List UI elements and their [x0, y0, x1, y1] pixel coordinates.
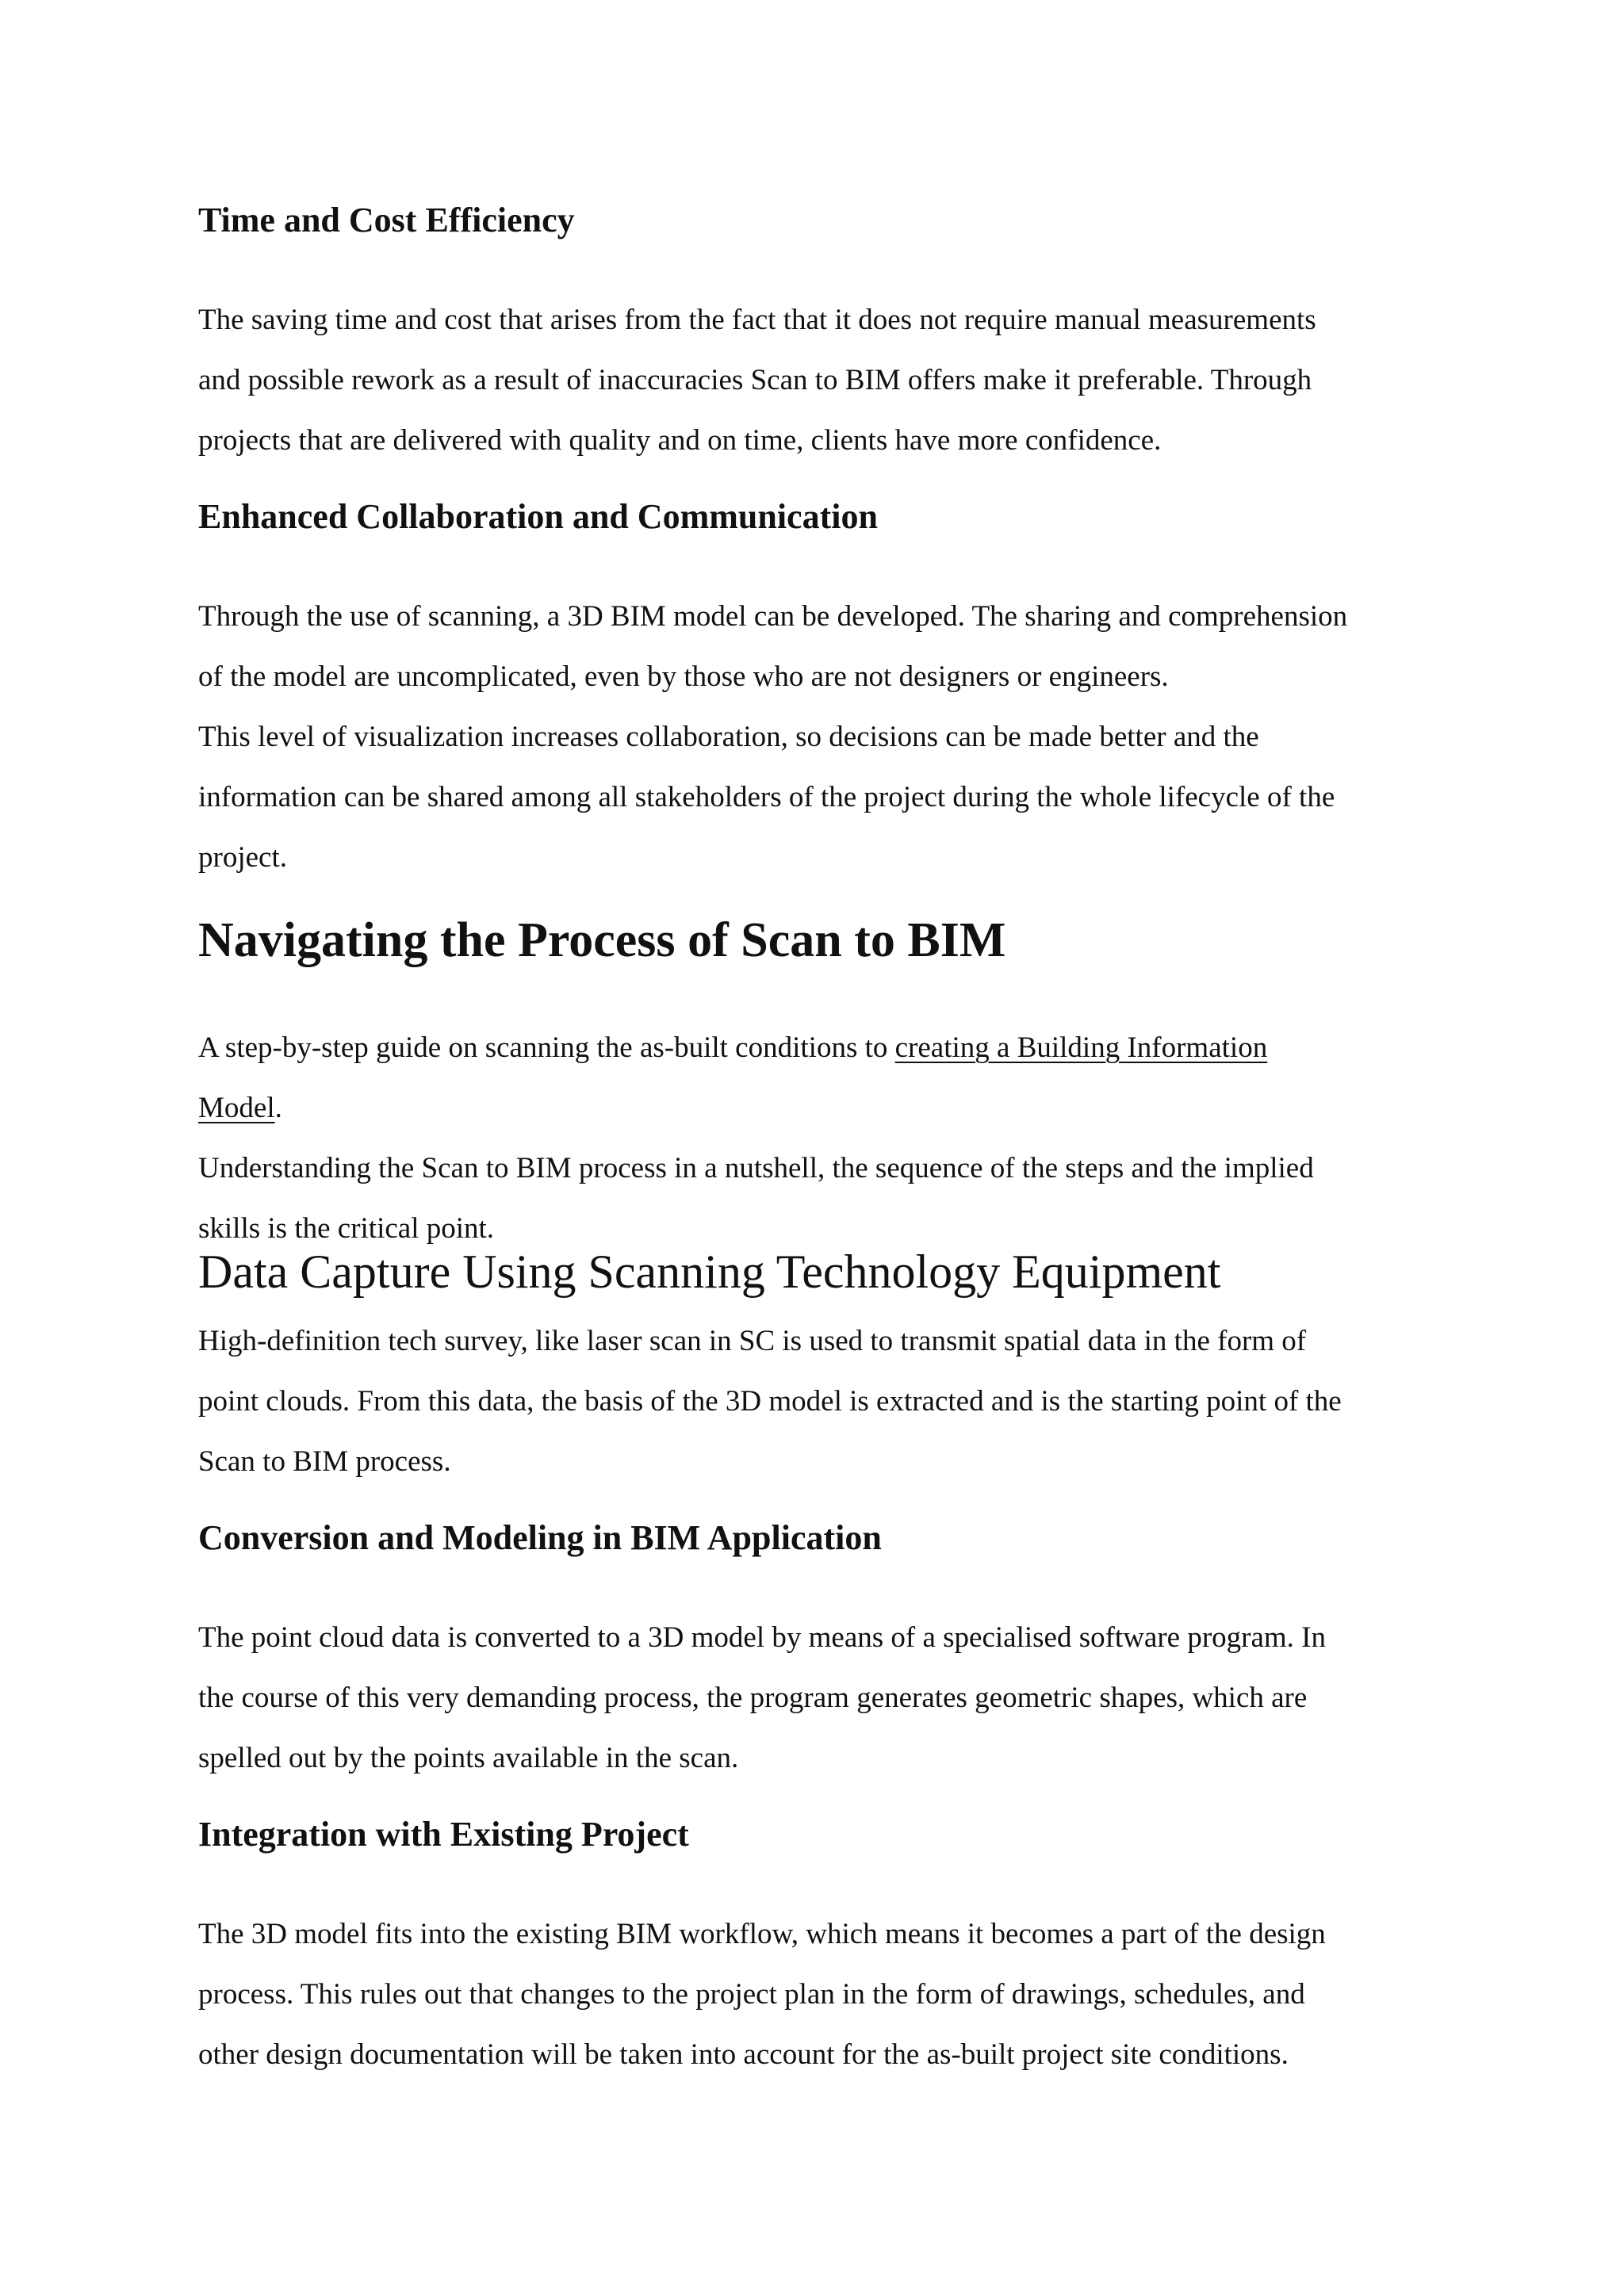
heading-integration: Integration with Existing Project: [198, 1815, 689, 1854]
text-line: point clouds. From this data, the basis of the 3D model is extracted and is the starting point of the: [198, 1385, 1342, 1418]
paragraph-conversion: [198, 1608, 1451, 1789]
text-line: The saving time and cost that arises from the fact that it does not require manual measurements: [198, 304, 1316, 336]
heading-conversion-modeling: Conversion and Modeling in BIM Application: [198, 1518, 882, 1557]
text-line: This level of visualization increases collaboration, so decisions can be made better and the: [198, 721, 1259, 753]
heading-collaboration: Enhanced Collaboration and Communication: [198, 497, 878, 536]
text-line: Scan to BIM process.: [198, 1445, 451, 1478]
text-line: [198, 1078, 1451, 1138]
text-line: project.: [198, 841, 287, 874]
intro-text: A step-by-step guide on scanning the as-built conditions to: [198, 1031, 895, 1064]
text-line: High-definition tech survey, like laser scan in SC is used to transmit spatial data in the form of: [198, 1325, 1307, 1357]
text-line: of the model are uncomplicated, even by those who are not designers or engineers.: [198, 660, 1169, 693]
text-line: Through the use of scanning, a 3D BIM model can be developed. The sharing and comprehension: [198, 600, 1348, 633]
paragraph-integration: [198, 1904, 1451, 2085]
heading-time-cost-efficiency: Time and Cost Efficiency: [198, 201, 575, 239]
text-line: skills is the critical point.: [198, 1212, 495, 1245]
text-line: Understanding the Scan to BIM process in a nutshell, the sequence of the steps and the implied: [198, 1152, 1314, 1184]
heading-data-capture: Data Capture Using Scanning Technology Equipment: [198, 1246, 1221, 1298]
paragraph-navigating: [198, 1018, 1451, 1259]
text-line: spelled out by the points available in the scan.: [198, 1742, 739, 1774]
text-line: and possible rework as a result of inaccuracies Scan to BIM offers make it preferable. Through: [198, 364, 1312, 396]
text-line: [198, 1018, 1451, 1078]
bim-model-link[interactable]: creating a Building Information: [894, 1031, 1268, 1064]
heading-navigating-process: Navigating the Process of Scan to BIM: [198, 913, 1006, 967]
paragraph-time-cost: [198, 290, 1451, 471]
text-line: The 3D model fits into the existing BIM workflow, which means it becomes a part of the design: [198, 1918, 1326, 1950]
text-line: The point cloud data is converted to a 3D model by means of a specialised software program. In: [198, 1621, 1327, 1654]
text-line: information can be shared among all stakeholders of the project during the whole lifecycle of the: [198, 781, 1335, 813]
text-line: other design documentation will be taken into account for the as-built project site conditions.: [198, 2038, 1289, 2071]
paragraph-data-capture: [198, 1311, 1451, 1492]
paragraph-collaboration: [198, 587, 1451, 888]
text-line: projects that are delivered with quality and on time, clients have more confidence.: [198, 424, 1162, 457]
link-suffix: .: [274, 1092, 282, 1124]
text-line: the course of this very demanding process, the program generates geometric shapes, which are: [198, 1682, 1308, 1714]
text-line: process. This rules out that changes to the project plan in the form of drawings, schedules, and: [198, 1978, 1305, 2011]
bim-model-link-continued[interactable]: Model: [198, 1092, 275, 1124]
